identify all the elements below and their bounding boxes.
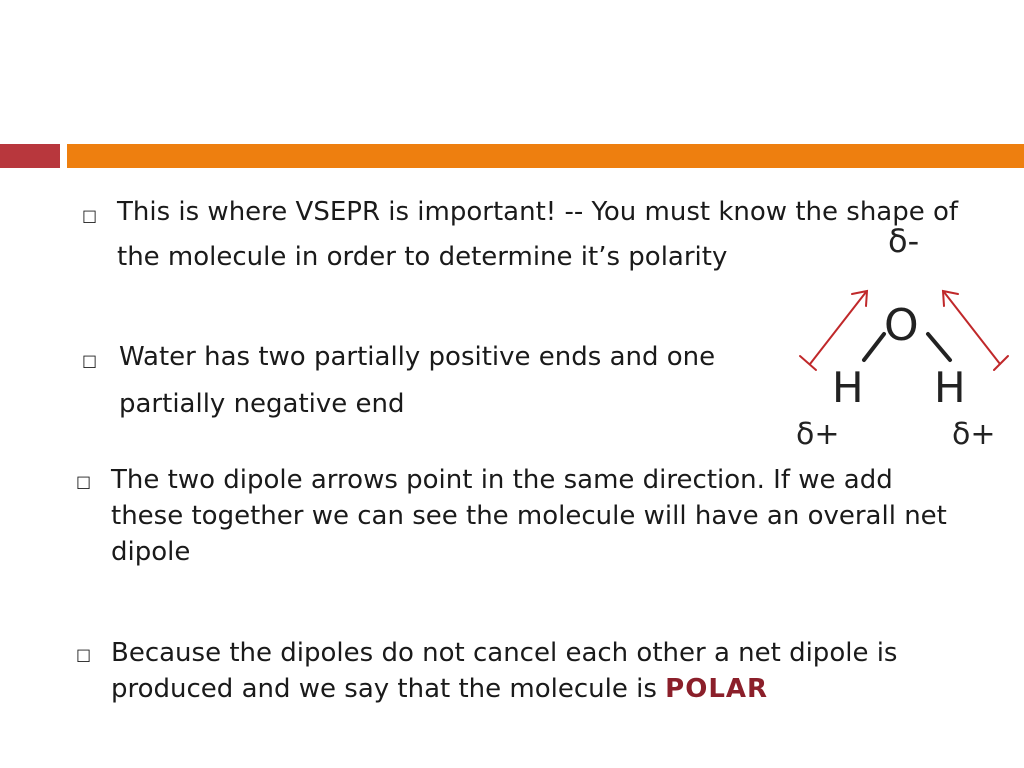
bullet-text: This is where VSEPR is important! -- You must know the shape of the molecule in order to determine it’s polarity [117,197,959,272]
polar-emphasis: POLAR [665,674,769,704]
bullet-text: The two dipole arrows point in the same direction. If we add these together we can see the molecule will have an overall net dipole [111,465,947,567]
bullet-text-body: Because the dipoles do not cancel each other a net dipole is produced and we say that the molecule is [111,638,898,704]
bullet-text [111,635,971,707]
bullet-dipole-arrows [76,464,971,570]
dipole-arrow-right [943,291,1008,370]
bullet-marker: □ [76,645,92,664]
bullet-marker: □ [76,472,92,491]
dipole-arrow-left [800,291,867,370]
water-molecule-diagram [788,212,1024,460]
bullet-marker: □ [82,206,98,225]
hydrogen-left-atom: H [832,363,864,412]
hydrogen-right-atom: H [934,363,966,412]
oxygen-atom: O [884,300,919,351]
delta-minus-label: δ- [888,222,920,260]
header-accent-red [0,144,60,168]
bullet-text: Water has two partially positive ends and one partially negative end [119,342,716,419]
bond-right [928,334,950,360]
header-accent-orange [67,144,1024,168]
bullet-net-dipole [76,637,971,707]
bond-left [864,334,884,360]
delta-plus-left-label: δ+ [796,417,840,452]
delta-plus-right-label: δ+ [952,417,996,452]
bullet-marker: □ [82,351,98,370]
bullet-water-ends [82,340,759,428]
